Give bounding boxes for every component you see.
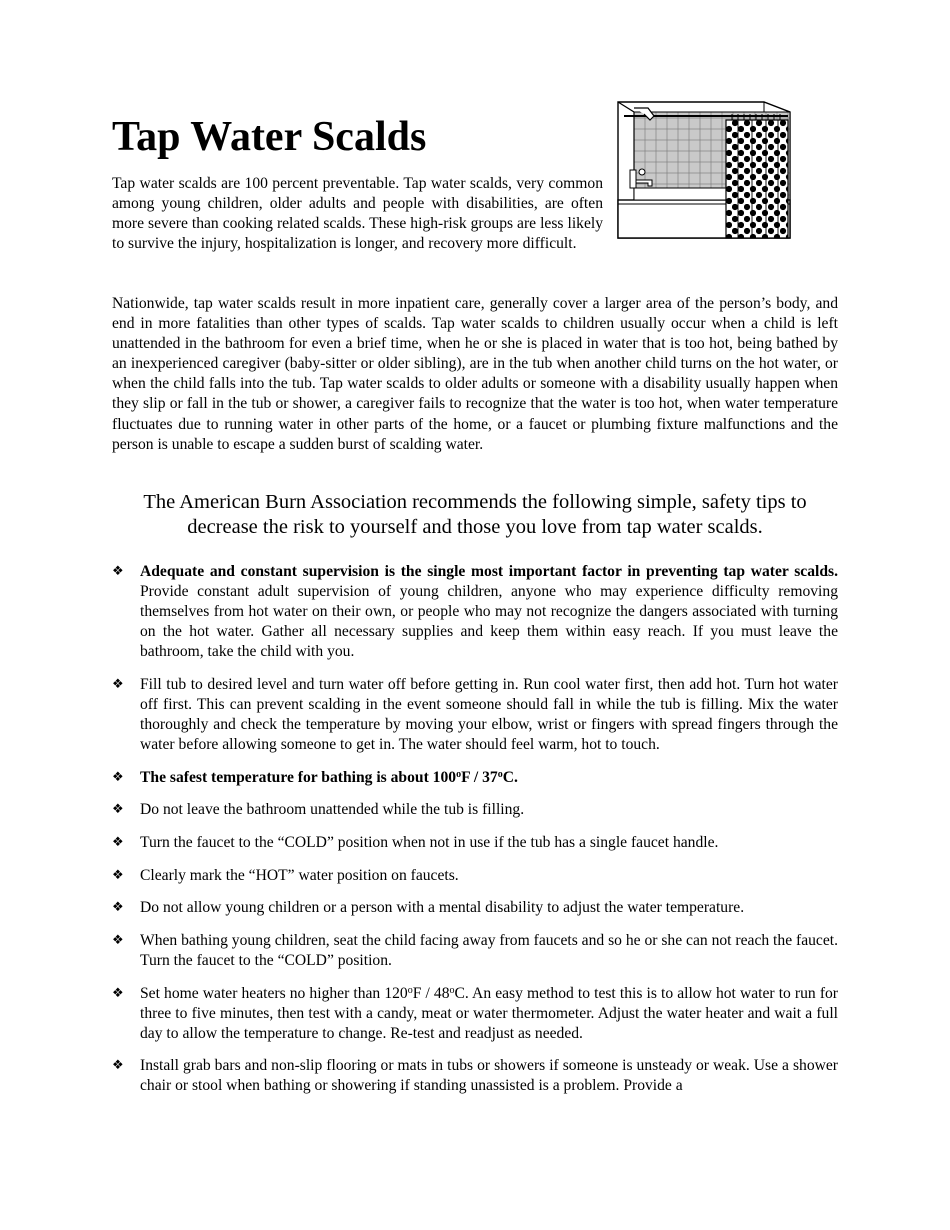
bathtub-illustration (612, 96, 796, 242)
bullet-icon: ❖ (112, 985, 124, 1001)
safety-tips-list (112, 562, 838, 1109)
bullet-icon: ❖ (112, 867, 124, 883)
list-item (112, 768, 838, 788)
list-item (112, 833, 838, 853)
degree-mark: o (449, 984, 455, 996)
tip-text-part: F / 37 (461, 768, 498, 786)
tip-text-part: C. (502, 768, 518, 786)
bullet-icon: ❖ (112, 802, 124, 818)
intro-paragraph: Tap water scalds are 100 percent preventable. Tap water scalds, very common among young children, older adults and people with disabilities, are often more severe than cooking related scalds. These high-risk groups are less likely to survive the injury, hospitalization is longer, and recovery more difficult. (112, 175, 603, 253)
tip-text-part: The safest temperature for bathing is about 100 (140, 768, 457, 786)
recommendation-heading: The American Burn Association recommends the following simple, safety tips to decrease the risk to yourself and those you love from tap water scalds. (143, 491, 807, 538)
tip-text-part: F / 48 (412, 984, 450, 1002)
tip-bold-text: Adequate and constant supervision is the single most important factor in preventing tap water scalds. (140, 563, 838, 580)
degree-mark: o (407, 984, 413, 996)
bullet-icon: ❖ (112, 1058, 124, 1074)
degree-mark: o (456, 768, 462, 780)
tip-text: Install grab bars and non-slip flooring or mats in tubs or showers if someone is unsteady or weak. Use a shower chair or stool when bathing or showering if standing unassisted is a problem. Provide a (140, 1057, 838, 1095)
list-item (112, 675, 838, 755)
tip-text-part: Set home water heaters no higher than 120 (140, 984, 408, 1002)
tip-text: When bathing young children, seat the child facing away from faucets and so he or she can not reach the faucet. Turn the faucet to the “COLD” position. (140, 931, 838, 969)
tip-bold-text (140, 769, 518, 786)
tip-text: Turn the faucet to the “COLD” position when not in use if the tub has a single faucet handle. (140, 834, 719, 852)
degree-mark: o (497, 768, 503, 780)
list-item (112, 800, 838, 820)
tip-text: Do not leave the bathroom unattended while the tub is filling. (140, 801, 525, 819)
bullet-icon: ❖ (112, 835, 124, 851)
tip-text: Do not allow young children or a person with a mental disability to adjust the water temperature. (140, 899, 745, 917)
tip-text: Fill tub to desired level and turn water off before getting in. Run cool water first, then add hot. Turn hot water off first. This can prevent scalding in the event someone should fall in while the tub is filling. Mix the water thoroughly and check the temperature by moving your elbow, wrist or fingers with spread fingers through the water before allowing someone to get in. The water should feel warm, hot to touch. (140, 675, 838, 754)
tip-text-part: C. An easy method to test this is to allow hot water to run for three to five minutes, then test with a candy, meat or water thermometer. Adjust the water heater and wait a full day to allow the temperature to change. Re-test and readjust as needed. (140, 984, 839, 1042)
list-item (112, 1056, 838, 1096)
bullet-icon: ❖ (112, 900, 124, 916)
list-item (112, 931, 838, 971)
body-paragraph: Nationwide, tap water scalds result in more inpatient care, generally cover a larger area of the person’s body, and end in more fatalities than other types of scalds. Tap water scalds to children usually occur when a child is left unattended in the bathroom for even a brief time, when he or she is placed in water that is too hot, being bathed by an inexperienced caregiver (baby-sitter or older sibling), are in the tub when another child turns on the hot water, or when the child falls into the tub. Tap water scalds to older adults or someone with a disability usually happen when they slip or fall in the tub or shower, a caregiver fails to recognize that the water is too hot, when water temperature fluctuates due to running water in other parts of the home, or a faucet or plumbing fixture malfunctions and the person is unable to escape a sudden burst of scalding water. (112, 295, 838, 453)
list-item (112, 866, 838, 886)
bullet-icon: ❖ (112, 676, 124, 692)
tip-text: Provide constant adult supervision of young children, anyone who may experience difficulty removing themselves from hot water on their own, or people who may not recognize the dangers associated with turning on the hot water. Gather all necessary supplies and keep them within easy reach. If you must leave the bathroom, take the child with you. (140, 583, 838, 661)
bullet-icon: ❖ (112, 769, 124, 785)
tip-text: Clearly mark the “HOT” water position on faucets. (140, 866, 459, 884)
bullet-icon: ❖ (112, 564, 124, 579)
list-item (112, 898, 838, 918)
page-title: Tap Water Scalds (112, 114, 427, 160)
list-item (112, 562, 838, 662)
list-item (112, 984, 838, 1044)
bullet-icon: ❖ (112, 932, 124, 948)
